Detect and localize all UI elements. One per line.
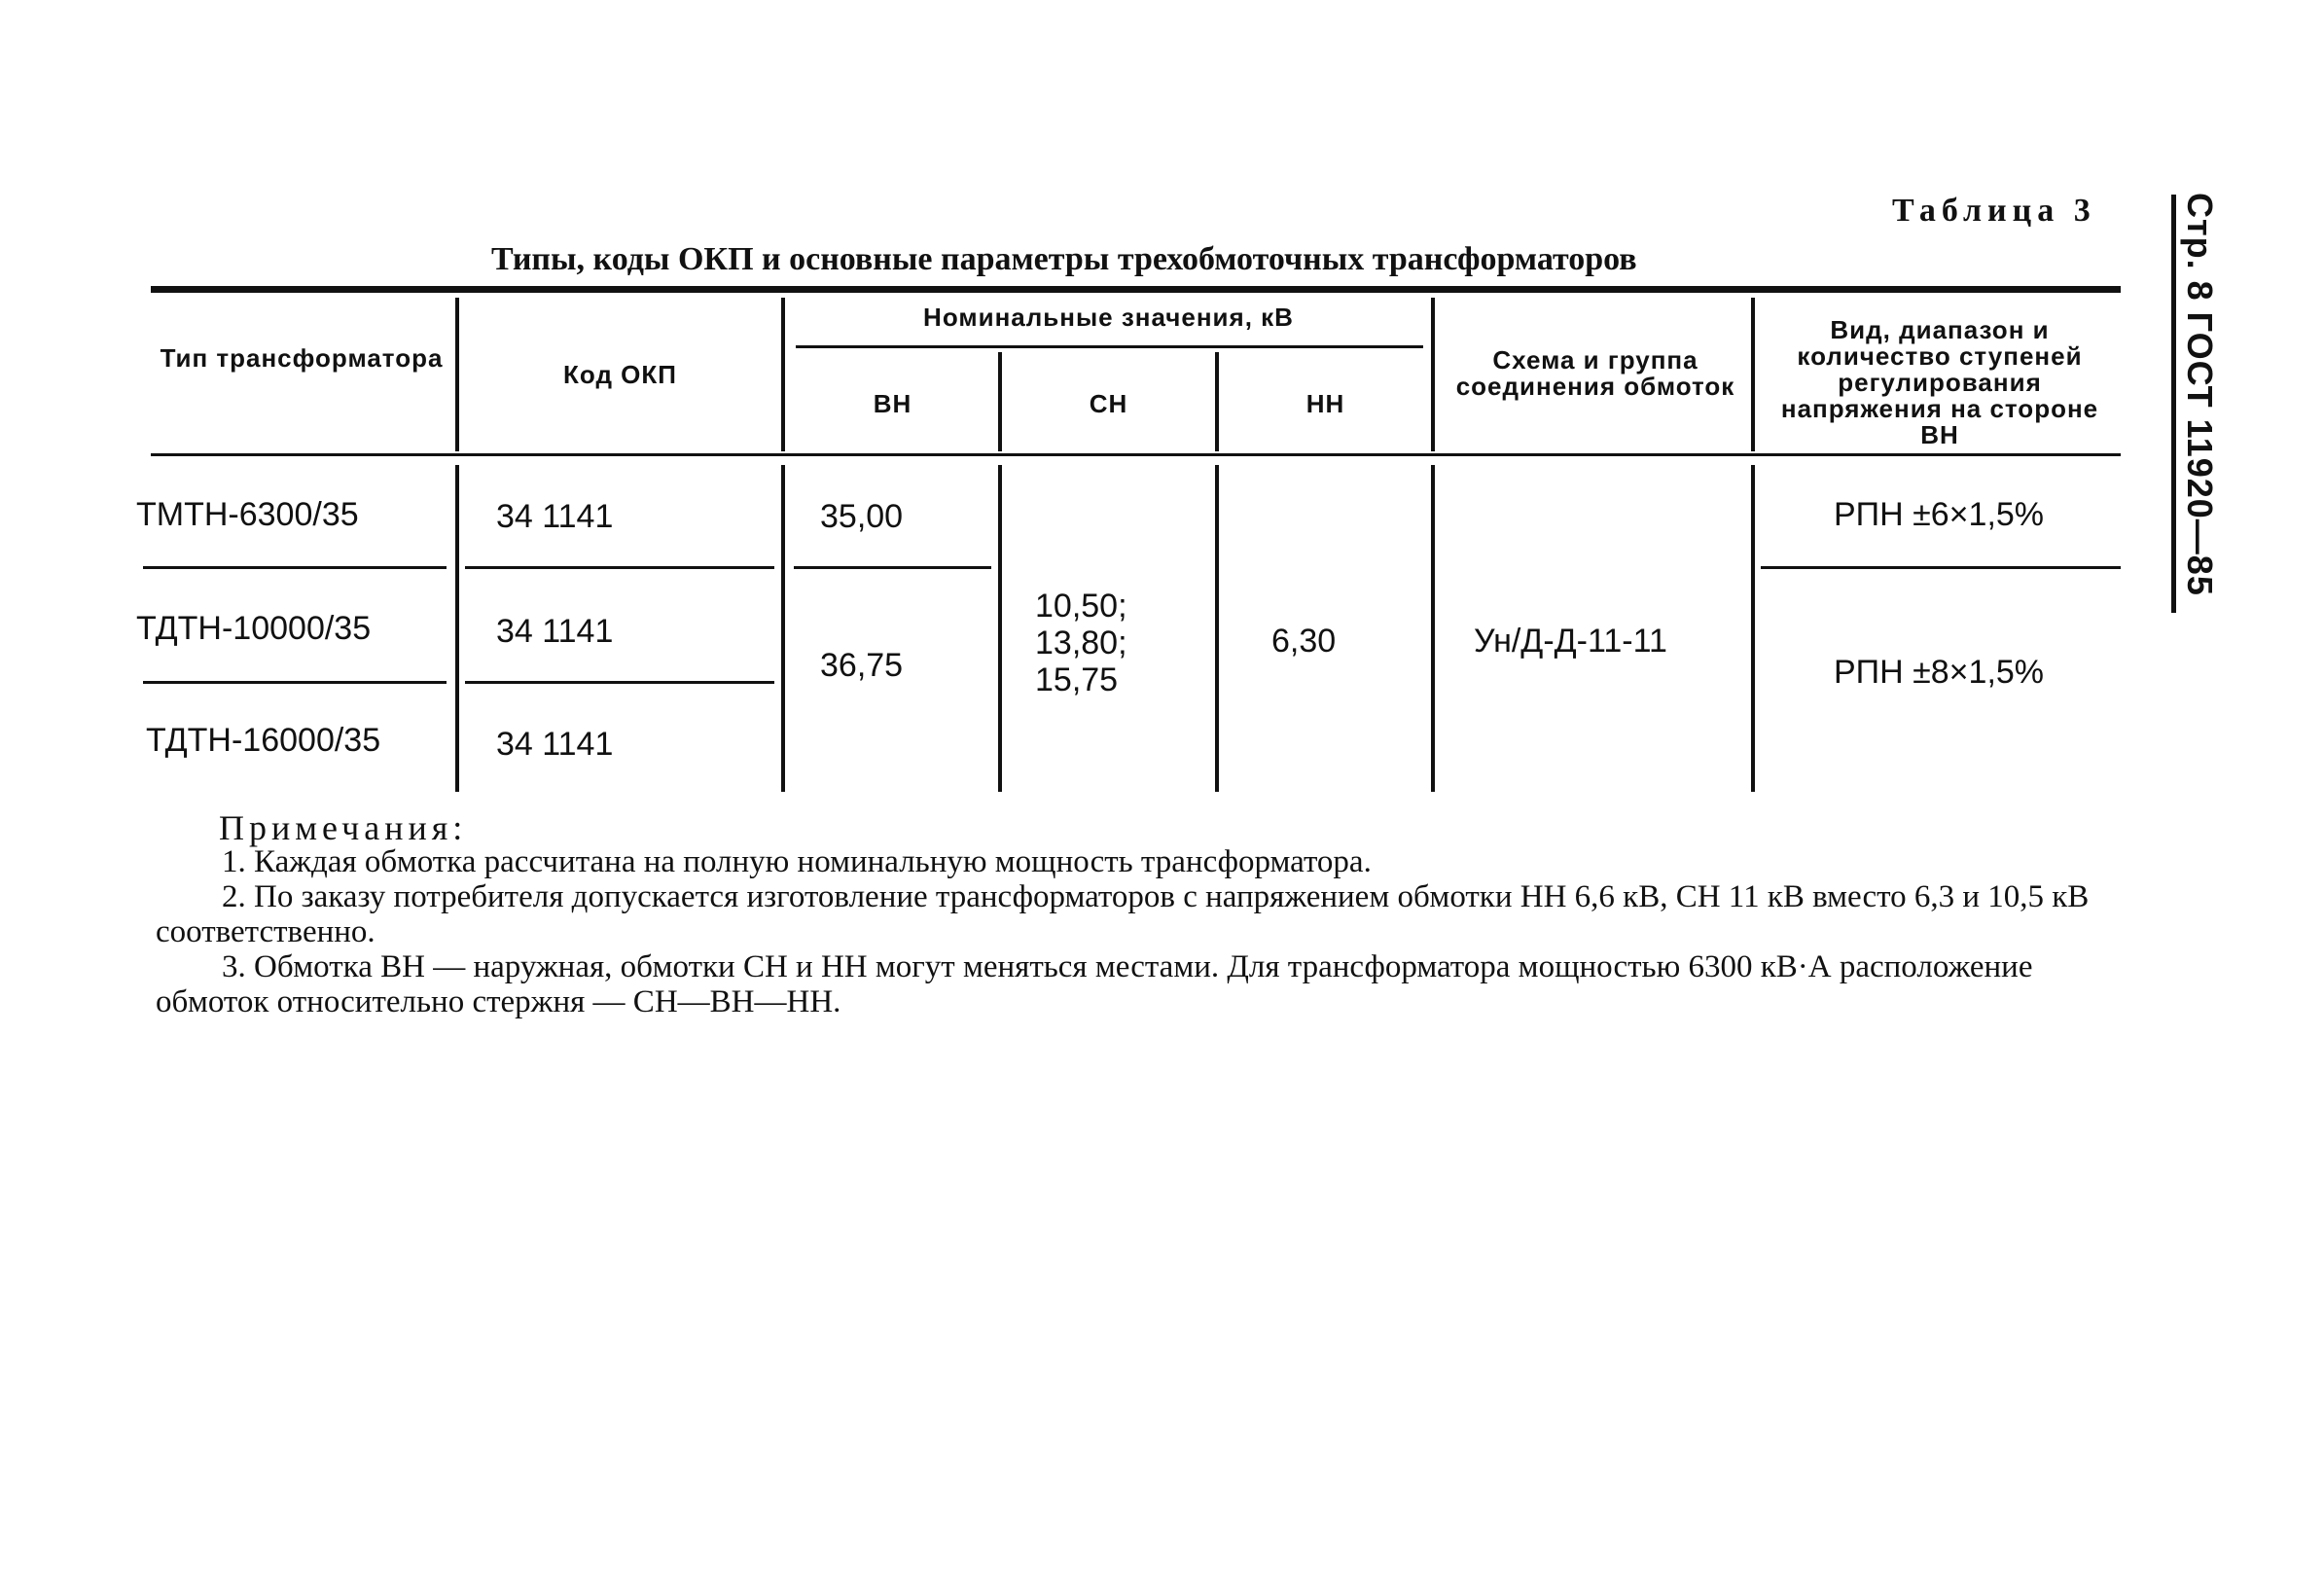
col-divider (455, 298, 459, 451)
header-bottom-rule (151, 453, 2121, 456)
col-divider (781, 465, 785, 792)
col-divider (1431, 465, 1435, 792)
col-divider (1751, 298, 1755, 451)
col-divider (1431, 298, 1435, 451)
row-rule (143, 566, 447, 569)
col-header-type: Тип трансформатора (160, 343, 444, 373)
col-header-regulation: Вид, диапазон и количество ступеней регулирования напряжения на стороне ВН (1780, 315, 2099, 449)
regulation-value: РПН ±8×1,5% (1834, 654, 2045, 691)
bh-value: 35,00 (820, 498, 904, 535)
notes-title: Примечания: (219, 808, 468, 847)
table-top-rule (151, 286, 2121, 293)
margin-page-header: Стр. 8 ГОСТ 11920—85 (2180, 193, 2220, 596)
row-rule (465, 566, 774, 569)
regulation-value: РПН ±6×1,5% (1834, 496, 2045, 533)
row-code: 34 1141 (496, 726, 614, 763)
col-divider (998, 465, 1002, 792)
col-divider (455, 465, 459, 792)
bh-value: 36,75 (820, 647, 904, 684)
col-divider (781, 298, 785, 451)
row-rule (794, 566, 991, 569)
col-divider (1215, 352, 1219, 451)
nominal-group-rule (796, 345, 1423, 348)
col-header-bh: ВН (873, 389, 912, 418)
row-type: ТДТН-10000/35 (136, 610, 372, 647)
hh-value: 6,30 (1271, 623, 1337, 660)
col-header-hh: НН (1305, 389, 1345, 418)
note-item: 1. Каждая обмотка рассчитана на полную номинальную мощность трансформатора. (222, 844, 1372, 879)
ch-value: 10,50; 13,80; 15,75 (1035, 588, 1127, 698)
note-item: 3. Обмотка ВН — наружная, обмотки СН и НН могут меняться местами. Для трансформатора мощностью 6300 кВ·А расположение обмоток относительно стержня — СН—ВН—НН. (156, 949, 2033, 1019)
col-header-nominal: Номинальные значения, кВ (923, 303, 1294, 332)
row-type: ТДТН-16000/35 (146, 722, 381, 759)
row-type: ТМТН-6300/35 (136, 496, 359, 533)
margin-rule (2171, 195, 2176, 613)
table-title: Типы, коды ОКП и основные параметры трехобмоточных трансформаторов (491, 241, 1637, 277)
row-code: 34 1141 (496, 613, 614, 650)
row-code: 34 1141 (496, 498, 614, 535)
col-header-code: Код ОКП (563, 360, 677, 389)
row-rule (1761, 566, 2121, 569)
scheme-value: Ун/Д-Д-11-11 (1474, 623, 1667, 660)
col-divider (998, 352, 1002, 451)
col-divider (1215, 465, 1219, 792)
col-divider (1751, 465, 1755, 792)
row-rule (465, 681, 774, 684)
row-rule (143, 681, 447, 684)
col-header-ch: СН (1089, 389, 1128, 418)
col-header-scheme: Схема и группа соединения обмоток (1455, 345, 1735, 401)
table-label: Таблица 3 (1892, 193, 2096, 229)
note-item: 2. По заказу потребителя допускается изготовление трансформаторов с напряжением обмотки НН 6,6 кВ, СН 11 кВ вместо 6,3 и 10,5 кВ соответственно. (156, 879, 2090, 949)
